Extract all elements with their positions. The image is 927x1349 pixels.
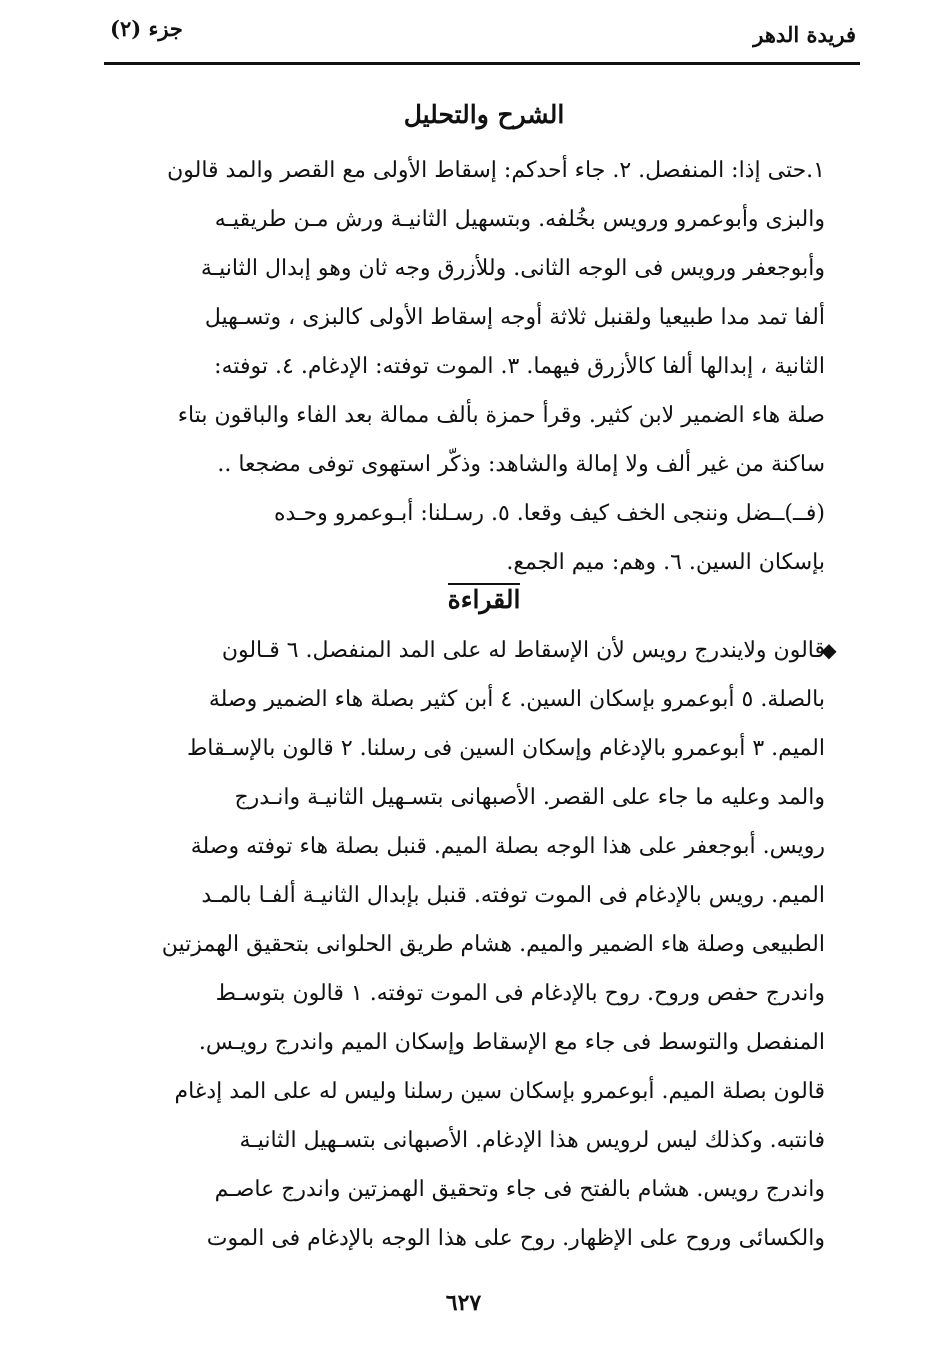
reading-line: رويس. أبوجعفر على هذا الوجه بصلة الميم. قنبل بصلة هاء توفته وصلة xyxy=(190,834,825,859)
commentary-line: ساكنة من غير ألف ولا إمالة والشاهد: وذكّر استهوى توفى مضجعا .. xyxy=(217,452,825,477)
diamond-bullet-icon: ◆ xyxy=(821,638,837,662)
reading-line: الميم. ٣ أبوعمرو بالإدغام وإسكان السين فى رسلنا. ٢ قالون بالإسـقاط xyxy=(186,736,825,761)
part-label: جزء (٢) xyxy=(110,16,183,41)
reading-heading-text: القراءة xyxy=(447,585,521,614)
commentary-line: ألفا تمد مدا طبيعيا ولقنبل ثلاثة أوجه إسقاط الأولى كالبزى ، وتسـهيل xyxy=(204,305,825,330)
reading-line: الميم. رويس بالإدغام فى الموت توفته. قنبل بإبدال الثانيـة ألفـا بالمـد xyxy=(201,883,825,908)
commentary-heading xyxy=(104,100,864,129)
commentary-line: بإسكان السين. ٦. وهم: ميم الجمع. xyxy=(506,550,825,575)
reading-line: قالون ولايندرج رويس لأن الإسقاط له على المد المنفصل. ٦ قـالون xyxy=(221,638,825,663)
reading-section xyxy=(105,626,825,1263)
header-rule xyxy=(104,62,860,65)
reading-line: فانتبه. وكذلك ليس لرويس هذا الإدغام. الأصبهانى بتسـهيل الثانيـة xyxy=(239,1128,825,1153)
commentary-line: ١.حتى إذا: المنفصل. ٢. جاء أحدكم: إسقاط الأولى مع القصر والمد قالون xyxy=(167,158,825,183)
reading-line: بالصلة. ٥ أبوعمرو بإسكان السين. ٤ أبن كثير بصلة هاء الضمير وصلة xyxy=(208,687,825,712)
reading-line: قالون بصلة الميم. أبوعمرو بإسكان سين رسلنا وليس له على المد إدغام xyxy=(174,1079,825,1104)
commentary-line: وأبوجعفر ورويس فى الوجه الثانى. وللأزرق وجه ثان وهو إبدال الثانيـة xyxy=(200,256,825,281)
reading-line: واندرج حفص وروح. روح بالإدغام فى الموت توفته. ١ قالون بتوسـط xyxy=(215,981,825,1006)
reading-line: الطبيعى وصلة هاء الضمير والميم. هشام طريق الحلوانى بتحقيق الهمزتين xyxy=(161,932,825,957)
commentary-line: (فــ)ــضل وننجى الخف كيف وقعا. ٥. رسـلنا: أبـوعمرو وحـده xyxy=(274,501,825,526)
reading-line: المنفصل والتوسط فى جاء مع الإسقاط وإسكان الميم واندرج رويـس. xyxy=(198,1030,825,1055)
reading-line: واندرج رويس. هشام بالفتح فى جاء وتحقيق الهمزتين واندرج عاصـم xyxy=(214,1177,825,1202)
commentary-line: والبزى وأبوعمرو ورويس بخُلفه. وبتسهيل الثانيـة ورش مـن طريقيـه xyxy=(214,207,825,232)
book-title: فريدة الدهر xyxy=(753,22,856,47)
commentary-section xyxy=(105,146,825,587)
commentary-line: صلة هاء الضمير لابن كثير. وقرأ حمزة بألف ممالة بعد الفاء والباقون بتاء xyxy=(177,403,825,428)
running-header xyxy=(104,14,860,54)
commentary-heading-text: الشرح والتحليل xyxy=(403,100,565,129)
commentary-line: الثانية ، إبدالها ألفا كالأزرق فيهما. ٣. الموت توفته: الإدغام. ٤. توفته: xyxy=(214,354,825,379)
reading-heading xyxy=(104,583,864,614)
page-number: ٦٢٧ xyxy=(445,1290,482,1316)
reading-line: والكسائى وروح على الإظهار. روح على هذا الوجه بالإدغام فى الموت xyxy=(206,1226,825,1251)
reading-line: والمد وعليه ما جاء على القصر. الأصبهانى بتسـهيل الثانيـة وانـدرج xyxy=(234,785,825,810)
